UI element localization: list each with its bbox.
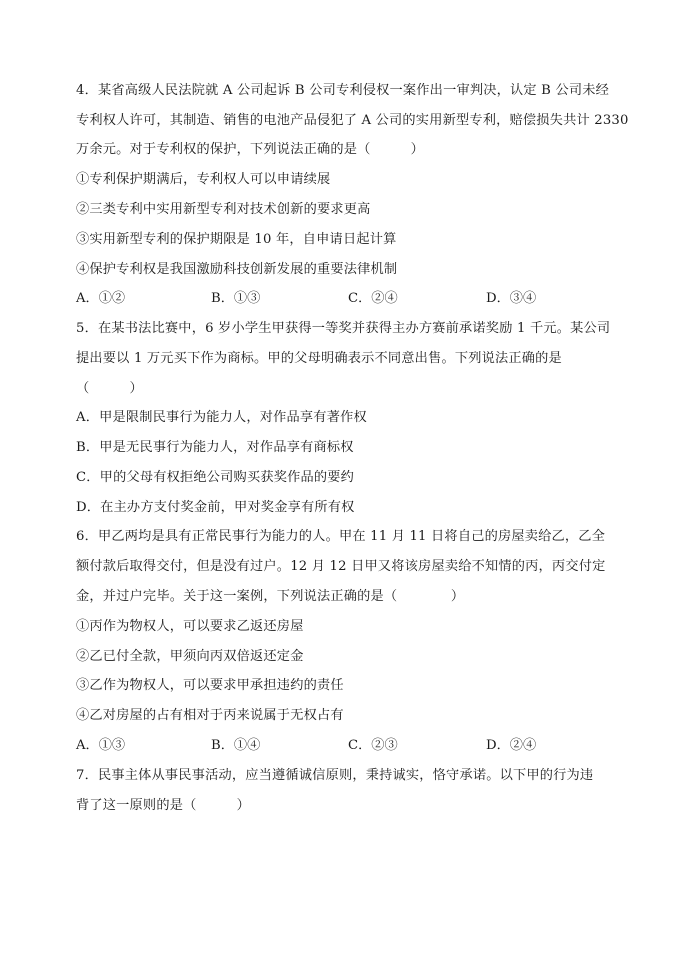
q6-statement-2: ②乙已付全款，甲须向丙双倍返还定金 — [76, 649, 304, 664]
q4-stem-line-2: 专利权人许可，其制造、销售的电池产品侵犯了 A 公司的实用新型专利，赔偿损失共计 2330 — [76, 113, 629, 128]
q5-stem-line-2: 提出要以 1 万元买下作为商标。甲的父母明确表示不同意出售。下列说法正确的是 — [76, 351, 562, 366]
q5-choice-d: D．在主办方支付奖金前，甲对奖金享有所有权 — [76, 500, 355, 515]
q6-statement-3: ③乙作为物权人，可以要求甲承担违约的责任 — [76, 678, 344, 693]
q6-option-d: D．②④ — [486, 738, 537, 753]
q7-stem-line-1: 7．民事主体从事民事活动，应当遵循诚信原则，秉持诚实，恪守承诺。以下甲的行为违 — [76, 768, 594, 783]
q6-option-c: C．②③ — [348, 738, 398, 753]
q5-choice-b: B．甲是无民事行为能力人，对作品享有商标权 — [76, 440, 354, 455]
q5-stem-line-3: （ ） — [76, 381, 143, 396]
q4-statement-3: ③实用新型专利的保护期限是 10 年，自申请日起计算 — [76, 232, 397, 247]
q6-option-b: B．①④ — [211, 738, 261, 753]
q7-stem-line-2: 背了这一原则的是（ ） — [76, 798, 251, 813]
q4-option-d: D．③④ — [486, 291, 537, 306]
q6-option-a: A．①③ — [76, 738, 126, 753]
q4-options — [76, 290, 636, 308]
q6-statement-4: ④乙对房屋的占有相对于丙来说属于无权占有 — [76, 708, 344, 723]
q4-statement-1: ①专利保护期满后，专利权人可以申请续展 — [76, 172, 331, 187]
q5-choice-a: A．甲是限制民事行为能力人，对作品享有著作权 — [76, 410, 367, 425]
q6-stem-line-3: 金，并过户完毕。关于这一案例，下列说法正确的是（ ） — [76, 589, 465, 604]
q4-stem-line-1: 4．某省高级人民法院就 A 公司起诉 B 公司专利侵权一案作出一审判决，认定 B 公司未经 — [76, 83, 610, 98]
q6-stem-line-1: 6．甲乙两均是具有正常民事行为能力的人。甲在 11 月 11 日将自己的房屋卖给乙，乙全 — [76, 529, 606, 544]
q4-option-b: B．①③ — [211, 291, 261, 306]
q6-stem-line-2: 额付款后取得交付，但是没有过户。12 月 12 日甲又将该房屋卖给不知情的丙，丙交付定 — [76, 559, 606, 574]
q4-option-c: C．②④ — [348, 291, 398, 306]
q6-statement-1: ①丙作为物权人，可以要求乙返还房屋 — [76, 619, 304, 634]
q5-stem-line-1: 5．在某书法比赛中，6 岁小学生甲获得一等奖并获得主办方赛前承诺奖励 1 千元。某公司 — [76, 321, 611, 336]
q4-option-a: A．①② — [76, 291, 126, 306]
q6-options — [76, 737, 636, 755]
q4-statement-2: ②三类专利中实用新型专利对技术创新的要求更高 — [76, 202, 371, 217]
q4-statement-4: ④保护专利权是我国激励科技创新发展的重要法律机制 — [76, 262, 398, 277]
q5-choice-c: C．甲的父母有权拒绝公司购买获奖作品的要约 — [76, 470, 355, 485]
q4-stem-line-3: 万余元。对于专利权的保护，下列说法正确的是（ ） — [76, 142, 425, 157]
